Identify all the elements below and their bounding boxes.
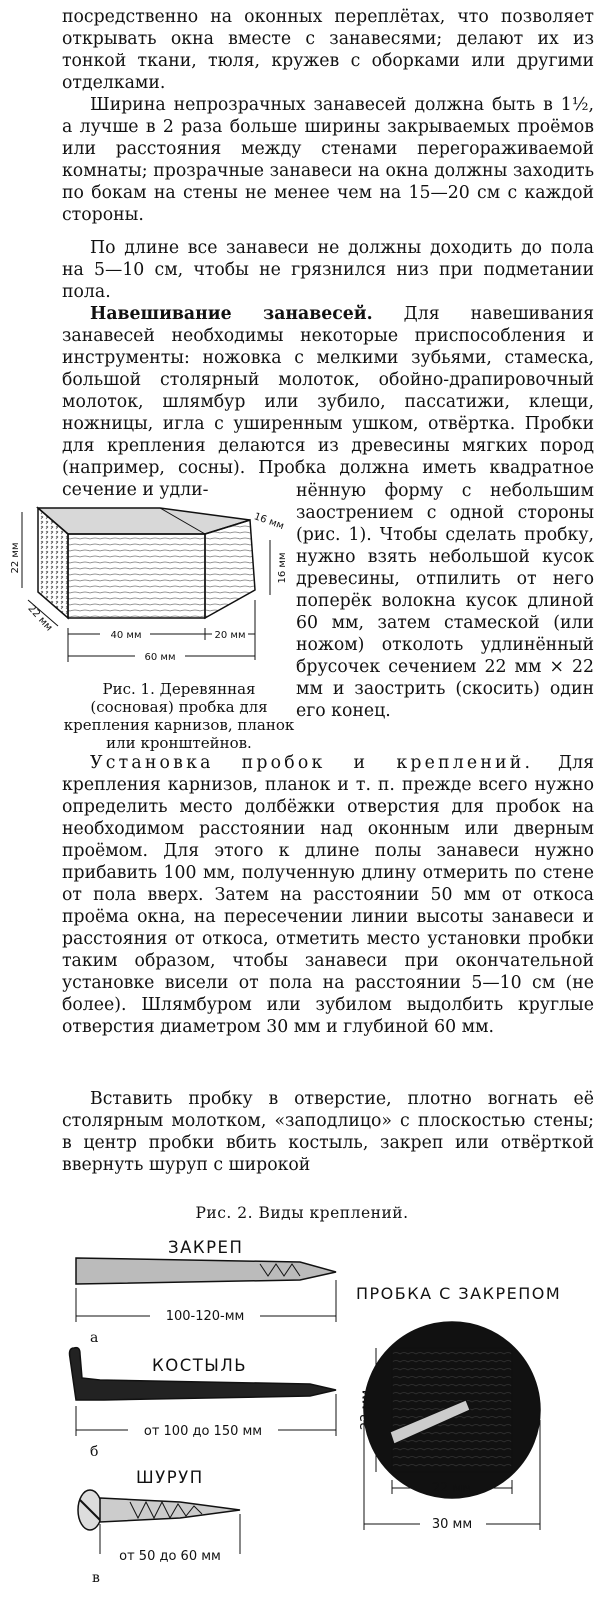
shurup-dim: от 50 до 60 мм [119,1549,221,1564]
figure-2-caption: Рис. 2. Виды креплений. [195,1204,409,1222]
dim-top-label: 16 мм [252,511,286,533]
probka-dim-inner: 22 мм [431,1481,473,1496]
shurup-label: ШУРУП [136,1468,204,1487]
probka-label: ПРОБКА С ЗАКРЕПОМ [356,1284,562,1303]
dim-total-label: 60 мм [144,652,176,663]
section-heading-hanging: Навешивание занавесей. [90,304,373,324]
paragraph-1: посредственно на оконных переплётах, что позволяет открывать окна вместе с занавесями; делают их из тонкой ткани, тюля, кружев с оборками или другими отделками. [62,7,594,93]
paragraph-3: По длине все занавеси не должны доходить до пола на 5—10 см, чтобы не грязнился низ при подметании пола. [62,238,594,302]
letter-a: а [90,1330,99,1346]
dim-height-label: 22 мм [10,542,21,574]
kostyl-drawing [70,1348,337,1439]
dim-len2-label: 20 мм [214,630,246,641]
paragraph-4-body: Для навешивания занавесей необходимы некоторые приспособления и инструменты: ножовка с мелкими зубьями, стамеска, большой столярный молоток, обойно-драпировочный молоток, шлямбур или зубило, пассатижи, клещи, ножницы, игла с уширенным ушком, отвёртка. Пробки для крепления делаются из древесины мягких пород (например, сосны). Пробка должна иметь квадратное сечение и удли- [62,304,595,500]
dim-len1-label: 40 мм [110,630,142,641]
zakrep-label: ЗАКРЕП [168,1238,244,1257]
dim-depth-label: 22 мм [25,603,55,634]
figure-2-fasteners [0,1230,604,1606]
paragraph-5 [62,752,594,1038]
paragraph-4 [62,303,594,501]
paragraph-2: Ширина непрозрачных занавесей должна быть в 1½, а лучше в 2 раза больше ширины закрываемых проёмов или расстояния между стенами перегораживаемой комнаты; прозрачные занавеси на окна должны заходить по бокам на стены не менее чем на 15—20 см с каждой стороны. [62,95,594,225]
zakrep-drawing [76,1258,336,1324]
probka-drawing [359,1322,540,1532]
paragraph-5-body: Для крепления карнизов, планок и т. п. прежде всего нужно определить место долбёжки отверстия для пробок на необходимом расстоянии над оконным или дверным проёмом. Для этого к длине полы занавеси нужно прибавить 100 мм, полученную длину отмерить по стене от пола вверх. Затем на расстоянии 50 мм от откоса проёма окна, на пересечении линии высоты занавеси и расстояния от откоса, отметить место установки пробки таким образом, чтобы занавеси при окончательной установке висели от пола на расстоянии 5—10 см (не более). Шлямбуром или зубилом выдолбить круглые отверстия диаметром 30 мм и глубиной 60 мм. [62,753,594,1037]
section-heading-installation: Установка пробок и креплений. [90,753,534,773]
letter-b: б [90,1444,99,1460]
probka-dim-h: 22 мм [359,1389,374,1431]
probka-dim-outer: 30 мм [431,1517,473,1532]
kostyl-label: КОСТЫЛЬ [152,1356,248,1375]
shurup-drawing [78,1490,240,1564]
dim-tip-label: 16 мм [277,552,288,584]
zakrep-dim: 100-120-мм [165,1309,245,1324]
figure-1-caption: Рис. 1. Деревянная (сосновая) пробка для крепления карнизов, планок или кронштейнов. [63,680,295,752]
letter-v: в [92,1570,100,1586]
paragraph-4-wrap: нённую форму с небольшим заострением с одной стороны (рис. 1). Чтобы сделать пробку, нужно взять небольшой кусок древесины, отпилить от него поперёк волокна кусок длиной 60 мм, затем стамеской (или ножом) отколоть удлинённый брусочек сечением 22 мм × 22 мм и заострить (скосить) один его конец. [296,481,594,721]
paragraph-6: Вставить пробку в отверстие, плотно вогнать её столярным молотком, «заподлицо» с плоскостью стены; в центр пробки вбить костыль, закреп или отвёрткой ввернуть шуруп с широкой [62,1089,594,1175]
figure-1-wooden-plug [0,500,296,680]
kostyl-dim: от 100 до 150 мм [143,1424,263,1439]
